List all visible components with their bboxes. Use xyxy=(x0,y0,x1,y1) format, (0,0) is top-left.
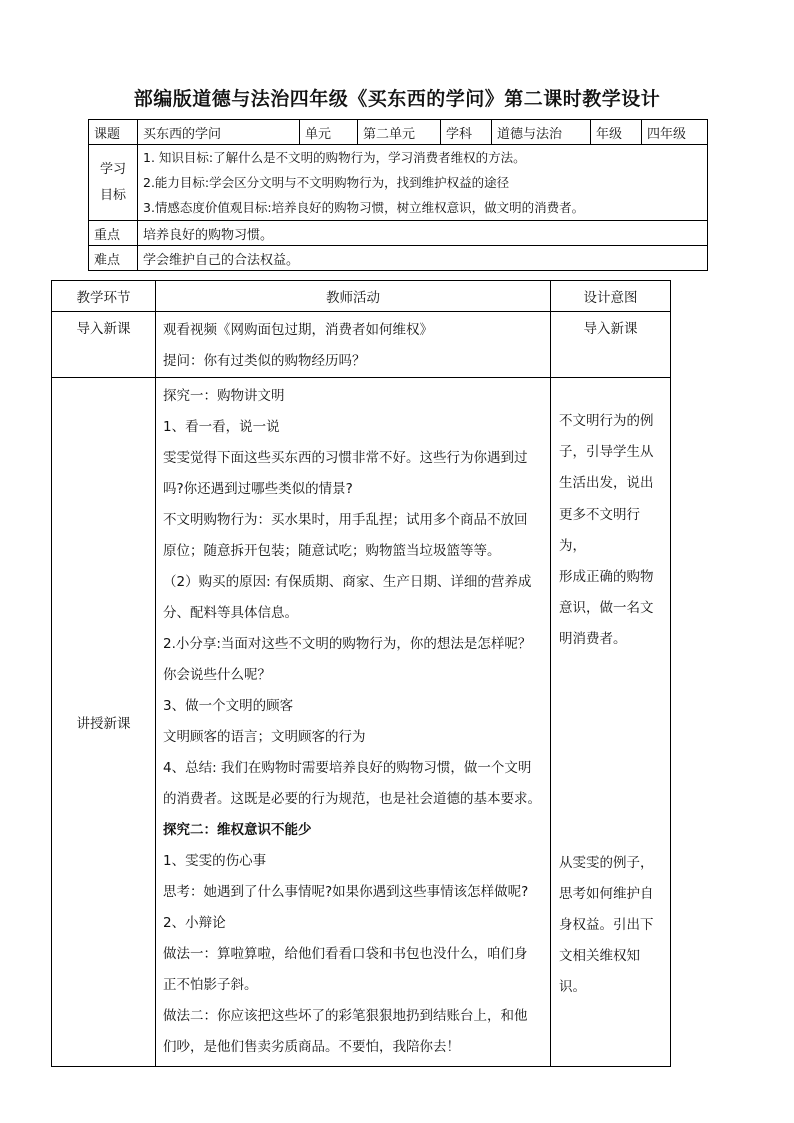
goal-ability: 2.能力目标:学会区分文明与不文明购物行为，找到维护权益的途径 xyxy=(143,175,510,190)
grade-label: 年级 xyxy=(591,120,642,145)
activity-line: 的消费者。这既是必要的行为规范，也是社会道德的基本要求。 xyxy=(163,791,541,807)
lesson-activity xyxy=(156,378,551,1067)
activity-line: 雯雯觉得下面这些买东西的习惯非常不好。这些行为你遇到过 xyxy=(163,450,528,466)
difficulty-label: 难点 xyxy=(89,246,138,271)
activity-line: 思考：她遇到了什么事情呢?如果你遇到这些事情该怎样做呢? xyxy=(163,884,529,900)
intro-intent: 导入新课 xyxy=(551,312,671,378)
difficulty-value: 学会维护自己的合法权益。 xyxy=(138,246,708,271)
topic-value: 买东西的学问 xyxy=(138,120,300,145)
intent-line: 形成正确的购物 xyxy=(559,569,654,586)
key-value: 培养良好的购物习惯。 xyxy=(138,221,708,246)
activity-line: 原位；随意拆开包装；随意试吃；购物篮当垃圾篮等等。 xyxy=(163,543,501,559)
intent-line: 文相关维权知识。 xyxy=(559,948,640,996)
activity-line: 不文明购物行为：买水果时，用手乱捏；试用多个商品不放回 xyxy=(163,512,528,528)
intent-line: 更多不文明行为， xyxy=(559,506,640,554)
activity-line: 做法一：算啦算啦，给他们看看口袋和书包也没什么，咱们身 xyxy=(163,946,528,962)
lesson-intent xyxy=(551,378,671,1067)
info-table xyxy=(88,119,708,271)
activity-line: 1、看一看，说一说 xyxy=(163,419,280,435)
activity-line: 做法二：你应该把这些坏了的彩笔狠狠地扔到结账台上，和他 xyxy=(163,1008,528,1024)
activity-line: 分、配料等具体信息。 xyxy=(163,605,298,621)
subject-label: 学科 xyxy=(441,120,492,145)
lesson-stage: 讲授新课 xyxy=(52,378,156,1067)
lesson-table xyxy=(51,280,671,1067)
activity-line: 2.小分享:当面对这些不文明的购物行为，你的想法是怎样呢？ xyxy=(163,636,532,652)
activity-line: 吗?你还遇到过哪些类似的情景? xyxy=(163,481,353,497)
intro-stage: 导入新课 xyxy=(52,312,156,378)
activity-line: 们吵，是他们售卖劣质商品。不要怕，我陪你去！ xyxy=(163,1039,460,1055)
goals-list xyxy=(138,145,708,221)
intent-line: 从雯雯的例子， xyxy=(559,854,654,871)
intro-line: 提问：你有过类似的购物经历吗？ xyxy=(163,353,366,369)
key-label: 重点 xyxy=(89,221,138,246)
subject-value: 道德与法治 xyxy=(492,120,591,145)
activity-line: 探究二：维权意识不能少 xyxy=(163,822,312,838)
header-activity: 教师活动 xyxy=(156,281,551,312)
activity-line: 3、做一个文明的顾客 xyxy=(163,698,294,714)
activity-line: 探究一：购物讲文明 xyxy=(163,388,285,404)
intent-line: 明消费者。 xyxy=(559,631,627,648)
activity-line: 1、雯雯的伤心事 xyxy=(163,853,267,869)
grade-value: 四年级 xyxy=(642,120,708,145)
header-stage: 教学环节 xyxy=(52,281,156,312)
intro-line: 观看视频《网购面包过期，消费者如何维权》 xyxy=(163,322,433,338)
intent-line: 意识，做一名文 xyxy=(559,600,654,617)
page-title: 部编版道德与法治四年级《买东西的学问》第二课时教学设计 xyxy=(133,88,661,110)
goal-emotion: 3.情感态度价值观目标:培养良好的购物习惯，树立维权意识，做文明的消费者。 xyxy=(143,200,585,215)
activity-line: 2、小辩论 xyxy=(163,915,226,931)
intent-line: 子，引导学生从 xyxy=(559,444,654,461)
activity-line: （2）购买的原因: 有保质期、商家、生产日期、详细的营养成 xyxy=(163,574,532,590)
intent-line: 生活出发，说出 xyxy=(559,475,654,492)
activity-line: 文明顾客的语言；文明顾客的行为 xyxy=(163,729,366,745)
intro-activity xyxy=(156,312,551,378)
intent-line: 身权益。引出下 xyxy=(559,917,654,934)
header-intent: 设计意图 xyxy=(551,281,671,312)
topic-label: 课题 xyxy=(89,120,138,145)
goal-knowledge: 1. 知识目标:了解什么是不文明的购物行为，学习消费者维权的方法。 xyxy=(143,150,526,165)
activity-line: 4、总结: 我们在购物时需要培养良好的购物习惯，做一个文明 xyxy=(163,760,532,776)
activity-line: 正不怕影子斜。 xyxy=(163,977,258,993)
unit-label: 单元 xyxy=(300,120,358,145)
unit-value: 第二单元 xyxy=(358,120,441,145)
intent-line: 思考如何维护自 xyxy=(559,885,654,902)
goals-label: 学习 目标 xyxy=(89,145,138,221)
intent-line: 不文明行为的例 xyxy=(559,413,654,429)
activity-line: 你会说些什么呢？ xyxy=(163,667,271,683)
